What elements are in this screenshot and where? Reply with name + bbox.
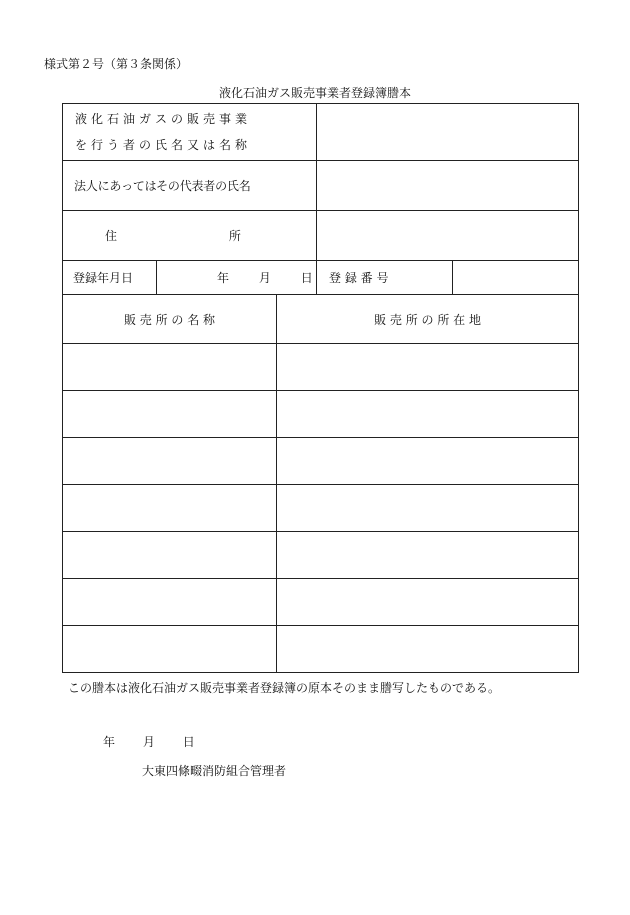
seller-label	[63, 104, 317, 161]
registration-date-label: 登録年月日	[63, 261, 157, 295]
store-name-cell[interactable]	[63, 579, 277, 626]
store-header-row	[63, 295, 579, 344]
registration-table	[62, 103, 579, 673]
store-name-cell[interactable]	[63, 485, 277, 532]
store-row	[63, 485, 579, 532]
representative-label	[63, 161, 317, 211]
store-row	[63, 532, 579, 579]
registration-date-row	[63, 261, 579, 295]
registration-date-value[interactable]	[157, 261, 317, 295]
store-row	[63, 344, 579, 391]
registration-number-value[interactable]	[453, 261, 579, 295]
store-name-cell[interactable]	[63, 344, 277, 391]
store-name-header: 販 売 所 の 名 称	[63, 295, 277, 344]
store-name-cell[interactable]	[63, 438, 277, 485]
representative-value-field[interactable]	[317, 161, 579, 211]
certification-date	[103, 733, 195, 750]
reg-date-day: 日	[300, 271, 313, 285]
cert-date-month: 月	[142, 735, 155, 749]
address-row	[63, 211, 579, 261]
address-value-field[interactable]	[317, 211, 579, 261]
cert-date-day: 日	[182, 735, 195, 749]
store-location-header: 販 売 所 の 所 在 地	[277, 295, 579, 344]
store-row	[63, 579, 579, 626]
seller-label-line2: を行う者の氏名又は名称	[75, 138, 252, 152]
store-location-cell[interactable]	[277, 532, 579, 579]
representative-label-text: 法人にあっては その代表者の氏名	[74, 179, 251, 193]
store-location-cell[interactable]	[277, 579, 579, 626]
seller-label-line1: 液化石油ガスの販売事業	[75, 112, 252, 126]
seller-row	[63, 104, 579, 161]
form-number: 様式第２号（第３条関係）	[44, 57, 189, 71]
registration-number-label	[317, 261, 453, 295]
registration-number-label-text: 登 録 番 号	[329, 271, 389, 285]
store-name-cell[interactable]	[63, 532, 277, 579]
reg-date-year: 年	[217, 271, 230, 285]
store-row	[63, 438, 579, 485]
store-name-cell[interactable]	[63, 626, 277, 673]
store-name-cell[interactable]	[63, 391, 277, 438]
store-location-cell[interactable]	[277, 391, 579, 438]
reg-date-month: 月	[258, 271, 271, 285]
store-location-cell[interactable]	[277, 485, 579, 532]
address-label	[63, 211, 317, 261]
store-row	[63, 626, 579, 673]
store-row	[63, 391, 579, 438]
certification-note: この謄本は液化石油ガス販売事業者登録簿の原本そのまま謄写したものである。	[68, 681, 501, 695]
address-label-b: 所	[228, 229, 241, 243]
store-location-cell[interactable]	[277, 626, 579, 673]
document-title: 液化石油ガス販売事業者登録簿謄本	[218, 86, 411, 100]
cert-date-year: 年	[103, 735, 116, 749]
store-location-cell[interactable]	[277, 344, 579, 391]
address-label-a: 住	[105, 229, 118, 243]
representative-row	[63, 161, 579, 211]
issuer-name: 大東四條畷消防組合管理者	[142, 764, 287, 778]
seller-value-field[interactable]	[317, 104, 579, 161]
store-location-cell[interactable]	[277, 438, 579, 485]
